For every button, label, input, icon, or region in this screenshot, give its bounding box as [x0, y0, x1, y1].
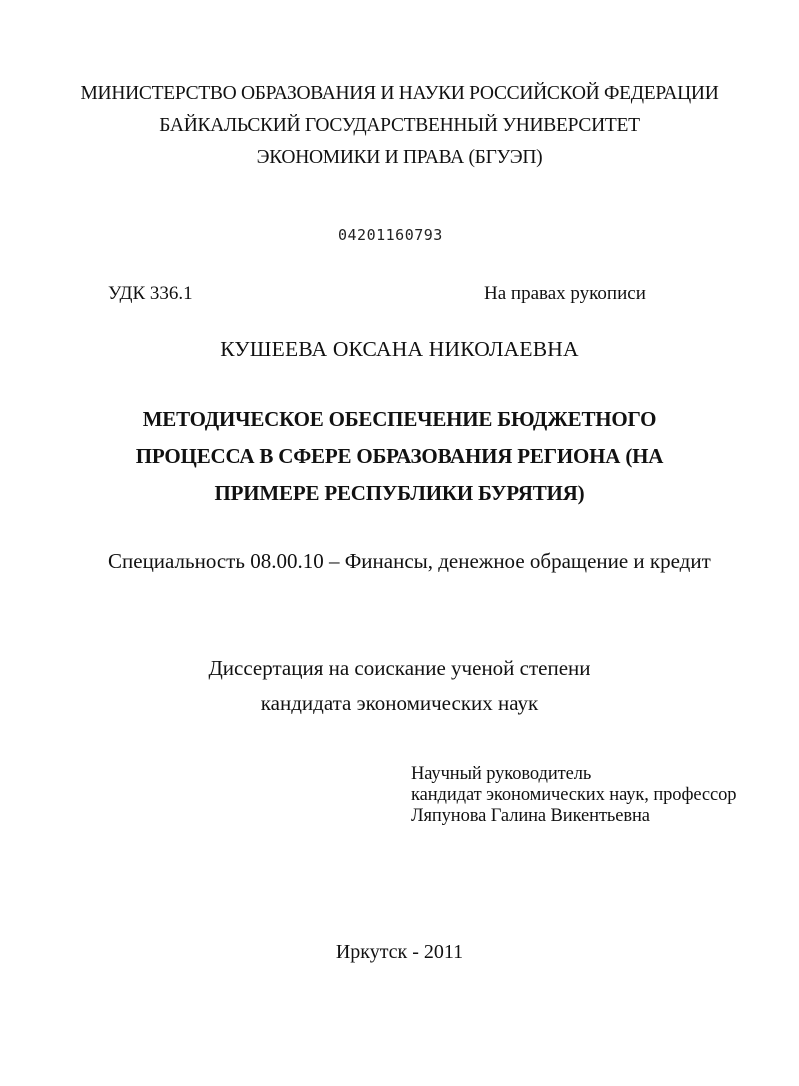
dissertation-title-line-2: ПРОЦЕССА В СФЕРЕ ОБРАЗОВАНИЯ РЕГИОНА (НА [135, 444, 664, 468]
registration-code: 04201160793 [338, 226, 443, 244]
specialty: Специальность 08.00.10 – Финансы, денежное обращение и кредит [108, 549, 711, 573]
manuscript-rights-note: На правах рукописи [484, 283, 646, 304]
udk-code: УДК 336.1 [108, 283, 193, 304]
institution-line-3: ЭКОНОМИКИ И ПРАВА (БГУЭП) [256, 147, 543, 168]
advisor-rank: кандидат экономических наук, профессор [411, 785, 737, 805]
dissertation-title-line-1: МЕТОДИЧЕСКОЕ ОБЕСПЕЧЕНИЕ БЮДЖЕТНОГО [142, 407, 657, 431]
city-year: Иркутск - 2011 [335, 941, 464, 963]
degree-line-2: кандидата экономических наук [260, 691, 539, 715]
author-name: КУШЕЕВА ОКСАНА НИКОЛАЕВНА [220, 337, 579, 361]
institution-line-2: БАЙКАЛЬСКИЙ ГОСУДАРСТВЕННЫЙ УНИВЕРСИТЕТ [159, 115, 640, 136]
advisor-name: Ляпунова Галина Викентьевна [411, 806, 650, 826]
dissertation-title-line-3: ПРИМЕРЕ РЕСПУБЛИКИ БУРЯТИЯ) [214, 481, 585, 505]
institution-line-1: МИНИСТЕРСТВО ОБРАЗОВАНИЯ И НАУКИ РОССИЙСКОЙ ФЕДЕРАЦИИ [80, 83, 719, 104]
advisor-role: Научный руководитель [411, 764, 592, 784]
degree-line-1: Диссертация на соискание ученой степени [208, 656, 591, 680]
